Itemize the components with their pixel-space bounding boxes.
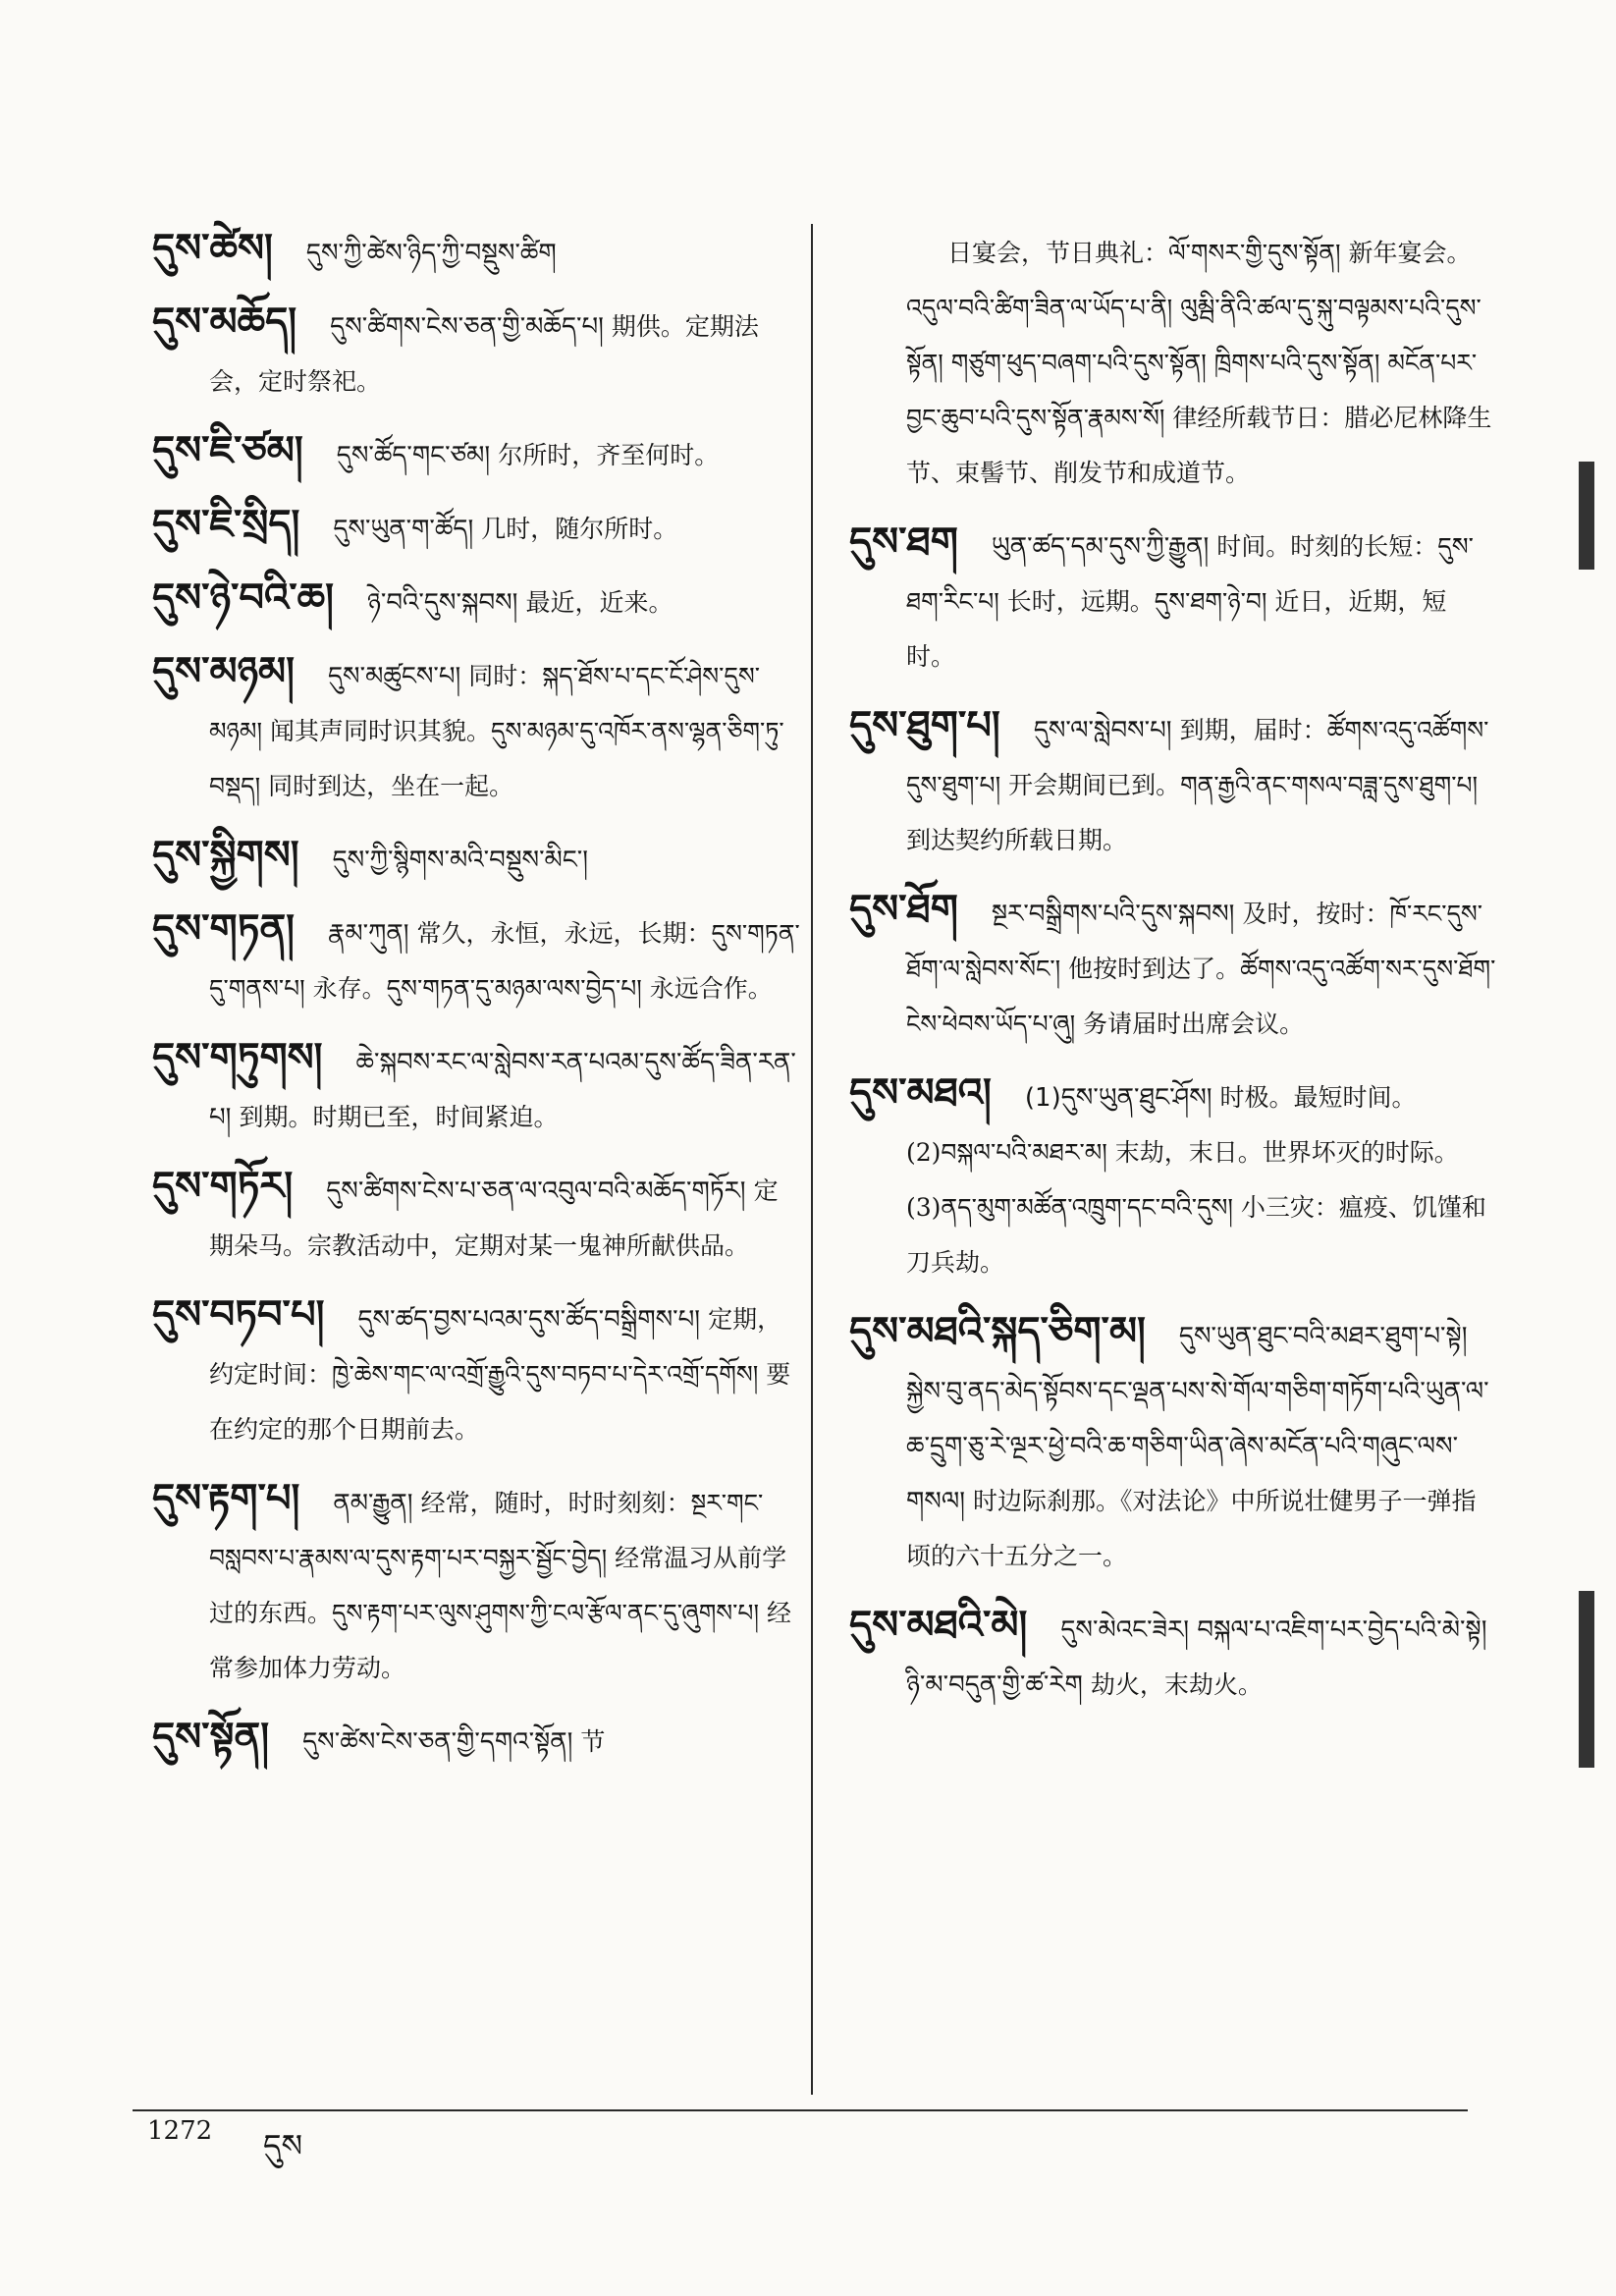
dictionary-entry <box>152 828 800 888</box>
dictionary-entry <box>849 882 1497 1052</box>
dictionary-entry <box>849 221 1497 501</box>
tibetan-definition: ཡུན་ཚད་དམ་དུས་ཀྱི་རྒྱུན། <box>991 532 1210 562</box>
tibetan-definition: ནམ་རྒྱུན། <box>333 1489 413 1518</box>
dictionary-entry <box>152 1030 800 1145</box>
dictionary-entry <box>849 1304 1497 1584</box>
headword: དུས་སྐྱིགས། <box>152 833 299 878</box>
chinese-definition: 最近，近来。 <box>525 588 673 617</box>
chinese-definition: 劫火，末劫火。 <box>1090 1670 1263 1699</box>
tibetan-definition: དུས་ལ་སླེབས་པ། <box>1033 716 1172 745</box>
chinese-definition: 节 <box>580 1727 606 1756</box>
right-column <box>849 221 1497 1726</box>
dictionary-entry <box>152 295 800 410</box>
dictionary-entry <box>152 1287 800 1457</box>
headword: དུས་གཏན། <box>152 906 295 952</box>
tibetan-definition: ཉེ་བའི་དུས་སྐབས། <box>366 588 518 618</box>
tibetan-definition: དུས་ཡུན་ག་ཚོད། <box>333 515 474 544</box>
dictionary-entry <box>152 1471 800 1696</box>
headword: དུས་གཏུགས། <box>152 1035 323 1080</box>
headword: དུས་ཐག <box>849 519 958 565</box>
headword: དུས་མཐའི་མེ། <box>849 1603 1028 1648</box>
left-column <box>152 221 800 1783</box>
chinese-definition: 时边际刹那。《对法论》中所说壮健男子一弹指顷的六十五分之一。 <box>906 1487 1477 1570</box>
headword: དུས་བཏབ་པ། <box>152 1292 325 1338</box>
chinese-definition: 同时：སྐད་ཐོས་པ་དང་ངོ་ཤེས་དུས་མཉམ། 闻其声同时识其貌。དུས་མཉམ་དུ་འཁོར་ནས་ལྷན་ཅིག་ཏུ་བསྡད། 同时到达，坐在一起。 <box>209 662 784 800</box>
tibetan-definition: དུས་ཚོད་གང་ཙམ། <box>336 441 491 470</box>
tibetan-definition: དུས་ཚིགས་ངེས་པ་ཅན་ལ་འབུལ་བའི་མཆོད་གཏོར། <box>326 1176 746 1206</box>
tibetan-definition: དུས་མཚུངས་པ། <box>328 662 461 691</box>
tibetan-definition: ཆེ་སྐབས་རང་ལ་སླེབས་རན་པའམ་དུས་ཚོད་ཟིན་རན་པ། <box>209 1048 796 1132</box>
headword: དུས་རྟག་པ། <box>152 1476 300 1521</box>
chinese-definition: 时极。最短时间。(2)བསྐལ་པའི་མཐར་མ། 末劫，末日。世界坏灭的时际。(3)ནད་མུག་མཚོན་འཁྲུག་དང་བའི་དུས། 小三灾：瘟疫、饥馑和刀兵劫。 <box>906 1083 1486 1277</box>
chinese-definition: 时间。时刻的长短：དུས་ཐག་རིང་པ། 长时，远期。དུས་ཐག་ཉེ་བ། 近日，近期，短时。 <box>906 532 1474 671</box>
dictionary-entry <box>152 902 800 1016</box>
dictionary-entry <box>152 571 800 630</box>
headword: དུས་སྟོན། <box>152 1715 270 1760</box>
headword: དུས་ཇི་སྲིད། <box>152 502 300 547</box>
dictionary-entry <box>849 698 1497 868</box>
headword: དུས་ཉེ་བའི་ཆ། <box>152 575 334 621</box>
headword: དུས་ཐུག་པ། <box>849 703 1000 748</box>
tibetan-definition: (1)དུས་ཡུན་ཐུང་ཤོས། <box>1024 1083 1212 1113</box>
headword: དུས་གཏོར། <box>152 1164 294 1209</box>
page-number: 1272 <box>147 2116 213 2146</box>
footer-rule <box>133 2109 1468 2111</box>
dictionary-entry <box>152 1710 800 1770</box>
chinese-definition: 定期，约定时间：ཁྱེ་ཆེས་གང་ལ་འགྲོ་རྒྱུའི་དུས་བཏབ་པ་དེར་འགྲོ་དགོས། 要在约定的那个日期前去。 <box>209 1305 791 1444</box>
chinese-definition: 经常，随时，时时刻刻：སྔར་གང་བསླབས་པ་རྣམས་ལ་དུས་རྟག་པར་བསྐྱར་སྦྱོང་བྱེད། 经常温习从前学过的东西。དུས་རྟག་པར་ལུས་ཤུགས་ཀྱི་ངལ་རྩོལ་ནང་དུ་ཞུགས་པ། 经常参加体力劳动。 <box>209 1489 791 1682</box>
dictionary-entry <box>849 1598 1497 1713</box>
dictionary-entry <box>152 423 800 483</box>
headword: དུས་མཉམ། <box>152 649 295 694</box>
chinese-definition: 期供。定期法会，定时祭祀。 <box>209 312 759 396</box>
chinese-definition: 到期，届时：ཚོགས་འདུ་འཚོགས་དུས་ཐུག་པ། 开会期间已到。གན་རྒྱའི་ནང་གསལ་བཟླ་དུས་ཐུག་པ། 到达契约所载日期。 <box>906 716 1489 854</box>
chinese-definition: 到期。时期已至，时间紧迫。 <box>239 1103 559 1131</box>
tibetan-definition: དུས་ཀྱི་སྙིགས་མའི་བསྡུས་མིང་། <box>332 846 589 875</box>
running-head: དུས <box>263 2127 303 2164</box>
tibetan-definition: དུས་ཚད་བྱས་པའམ་དུས་ཚོད་བསྒྲིགས་པ། <box>357 1305 701 1335</box>
dictionary-entry <box>152 221 800 281</box>
headword: དུས་ཇི་ཙམ། <box>152 428 303 473</box>
tibetan-definition: སྔར་བསྒྲིགས་པའི་དུས་སྐབས། <box>991 900 1235 929</box>
tibetan-definition: རྣམ་ཀུན། <box>328 919 409 949</box>
edge-scan-mark <box>1579 462 1594 570</box>
tibetan-definition: དུས་མེའང་ཟེར། བསྐལ་པ་འཇིག་པར་བྱེད་པའི་མེ་སྟེ། ཉི་མ་བདུན་གྱི་ཚ་རེག <box>906 1615 1487 1700</box>
chinese-definition: 及时，按时：ཁོ་རང་དུས་ཐོག་ལ་སླེབས་སོང་། 他按时到达了。ཚོགས་འདུ་འཚོག་སར་དུས་ཐོག་ངེས་ཕེབས་ཡོད་པ་ཞུ། 务请届时出席会议。 <box>906 900 1496 1038</box>
tibetan-definition: དུས་ཚེས་ངེས་ཅན་གྱི་དགའ་སྟོན། <box>302 1727 573 1757</box>
dictionary-entry <box>152 1159 800 1274</box>
tibetan-definition: དུས་ཡུན་ཐུང་བའི་མཐར་ཐུག་པ་སྟེ། སྐྱེས་བུ་ནད་མེད་སྟོབས་དང་ལྡན་པས་སེ་གོལ་གཅིག་གཏོག་པའི་ཡུན་ལ་ཆ་དྲུག་ཅུ་རེ་ལྔར་ཕྱེ་བའི་ཆ་གཅིག་ཡིན་ཞེས་མངོན་པའི་གཞུང་ལས་གསལ། <box>906 1322 1489 1516</box>
headword: དུས་མཐའ། <box>849 1070 992 1116</box>
dictionary-entry <box>849 1066 1497 1290</box>
chinese-definition: 日宴会，节日典礼：ལོ་གསར་གྱི་དུས་སྟོན། 新年宴会。འདུལ་བའི་ཚིག་ཟིན་ལ་ཡོད་པ་ནི། ལུམྦི་ནིའི་ཚལ་དུ་སྐུ་བལྟམས་པའི་དུས་སྟོན། གཙུག་ཕུད་བཞག་པའི་དུས་སྟོན། ཁྲིགས་པའི་དུས་སྟོན། མངོན་པར་བྱང་ཆུབ་པའི་དུས་སྟོན་རྣམས་སོ། 律经所载节日：腊必尼林降生节、束髻节、削发节和成道节。 <box>906 239 1492 487</box>
tibetan-definition: དུས་ཀྱི་ཚེས་ཉིད་ཀྱི་བསྡུས་ཚིག <box>305 239 557 268</box>
dictionary-entry <box>152 644 800 814</box>
dictionary-entry <box>849 515 1497 684</box>
chinese-definition: 几时，随尔所时。 <box>481 515 678 543</box>
headword: དུས་ཚེས། <box>152 226 273 271</box>
headword: དུས་ཐོག <box>849 887 958 932</box>
headword: དུས་མཆོད། <box>152 300 297 345</box>
chinese-definition: 尔所时，齐至何时。 <box>498 441 720 469</box>
tibetan-definition: དུས་ཚིགས་ངེས་ཅན་གྱི་མཆོད་པ། <box>330 312 604 342</box>
chinese-definition: 定期朵马。宗教活动中，定期对某一鬼神所献供品。 <box>209 1176 779 1260</box>
headword: དུས་མཐའི་སྐད་ཅིག་མ། <box>849 1309 1146 1354</box>
edge-scan-mark <box>1579 1591 1594 1768</box>
chinese-definition: 常久，永恒，永远，长期：དུས་གཏན་དུ་གནས་པ། 永存。དུས་གཏན་དུ་མཉམ་ལས་བྱེད་པ། 永远合作。 <box>209 919 800 1003</box>
column-divider <box>811 224 813 2095</box>
dictionary-entry <box>152 497 800 557</box>
